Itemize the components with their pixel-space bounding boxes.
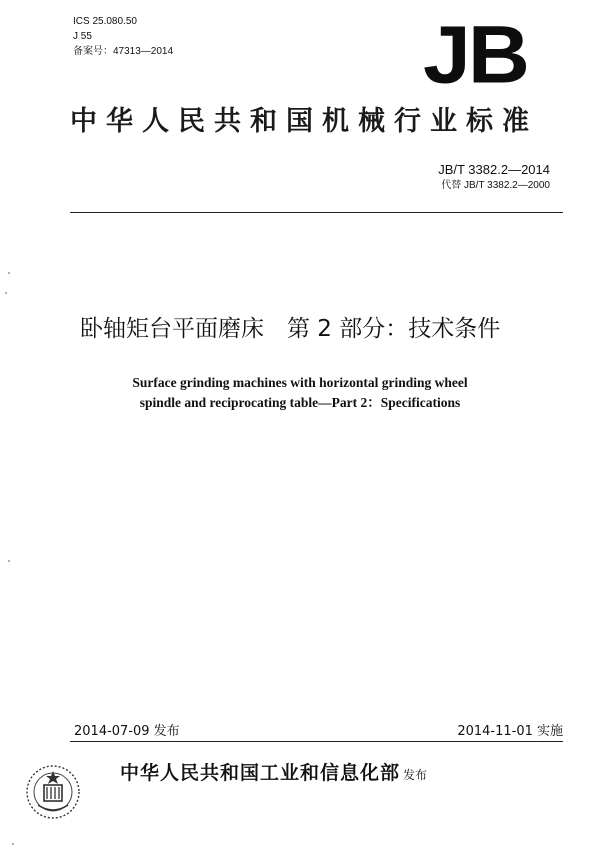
issue-date: 2014-07-09 发布 [74, 724, 180, 739]
record-number: 47313—2014 [113, 46, 174, 57]
title-en-line-2: spindle and reciprocating table—Part 2：Specifications [139, 395, 461, 410]
standard-number: JB/T 3382.2—2014 [438, 162, 550, 177]
top-divider [70, 212, 563, 213]
ministry-emblem-icon [24, 763, 82, 821]
scan-speck [8, 560, 10, 562]
publisher [120, 760, 427, 788]
publisher-name: 中华人民共和国工业和信息化部 [120, 762, 401, 784]
implementation-date: 2014-11-01 实施 [457, 724, 563, 739]
scan-speck [8, 272, 10, 274]
jb-logo-icon: JB [423, 9, 527, 101]
standard-number-block [438, 162, 550, 194]
bottom-divider [70, 741, 563, 742]
scan-speck [12, 843, 14, 845]
record-label: 备案号： [73, 46, 113, 57]
ccs-code: J 55 [73, 31, 92, 42]
classification-block [73, 14, 173, 59]
title-en-line-1: Surface grinding machines with horizontal grinding wheel [132, 375, 468, 390]
record-number-line [73, 44, 173, 59]
standard-category-title: 中华人民共和国机械行业标准 [70, 106, 538, 137]
ics-code: ICS 25.080.50 [73, 16, 137, 27]
document-title-cn: 卧轴矩台平面磨床 第 2 部分：技术条件 [80, 316, 501, 342]
replaces-label: 代替 [441, 180, 462, 191]
publisher-suffix: 发布 [403, 768, 428, 782]
replaces-line [438, 178, 550, 194]
document-title-en [40, 373, 560, 413]
scan-speck [5, 292, 7, 294]
replaced-standard: JB/T 3382.2—2000 [464, 180, 550, 191]
